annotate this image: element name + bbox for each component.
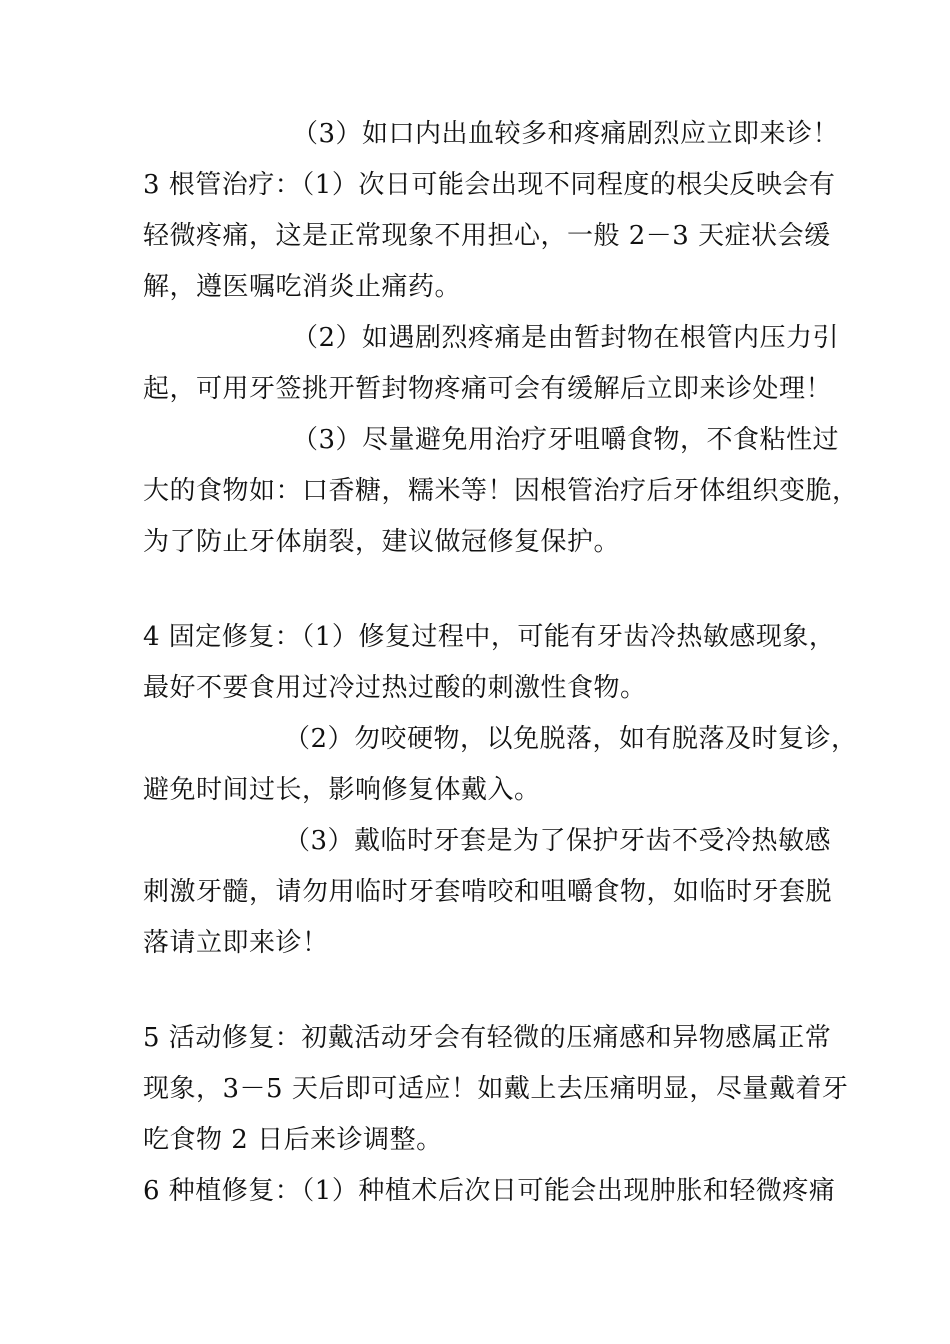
text-line: 5 活动修复：初戴活动牙会有轻微的压痛感和异物感属正常 — [143, 1023, 832, 1053]
text-line: 3 根管治疗：（1）次日可能会出现不同程度的根尖反映会有 — [143, 170, 836, 200]
text-line: 大的食物如：口香糖，糯米等！因根管治疗后牙体组织变脆， — [143, 476, 859, 506]
text-line: 起，可用牙签挑开暂封物疼痛可会有缓解后立即来诊处理！ — [143, 374, 833, 404]
text-line: 吃食物 2 日后来诊调整。 — [143, 1125, 443, 1155]
text-line: 解，遵医嘱吃消炎止痛药。 — [143, 272, 462, 302]
text-line: 落请立即来诊！ — [143, 928, 329, 958]
text-line: （2）勿咬硬物，以免脱落，如有脱落及时复诊， — [284, 724, 858, 754]
text-line: 6 种植修复：（1）种植术后次日可能会出现肿胀和轻微疼痛 — [143, 1176, 836, 1206]
text-line: （2）如遇剧烈疼痛是由暂封物在根管内压力引 — [292, 323, 840, 353]
text-line: 为了防止牙体崩裂，建议做冠修复保护。 — [143, 527, 621, 557]
text-line: 刺激牙髓，请勿用临时牙套啃咬和咀嚼食物，如临时牙套脱 — [143, 877, 833, 907]
text-line: （3）戴临时牙套是为了保护牙齿不受冷热敏感 — [284, 826, 832, 856]
text-line: 避免时间过长，影响修复体戴入。 — [143, 775, 541, 805]
text-line: （3）如口内出血较多和疼痛剧烈应立即来诊！ — [292, 119, 840, 149]
text-line: （3）尽量避免用治疗牙咀嚼食物，不食粘性过 — [292, 425, 840, 455]
text-line: 轻微疼痛，这是正常现象不用担心，一般 2－3 天症状会缓 — [143, 221, 831, 251]
text-line: 现象，3－5 天后即可适应！如戴上去压痛明显，尽量戴着牙 — [143, 1074, 849, 1104]
text-line: 最好不要食用过冷过热过酸的刺激性食物。 — [143, 673, 647, 703]
text-line: 4 固定修复：（1）修复过程中，可能有牙齿冷热敏感现象， — [143, 622, 836, 652]
